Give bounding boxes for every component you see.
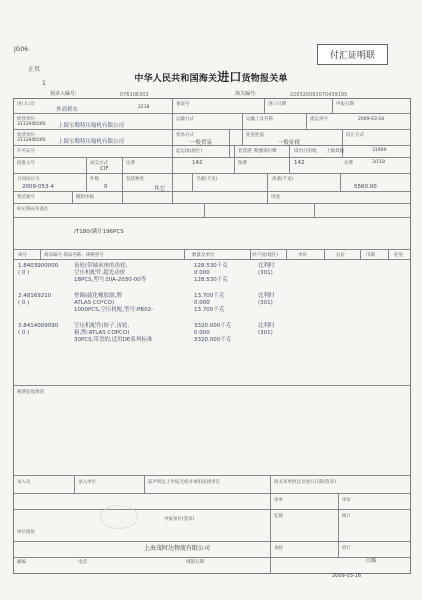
item-qty: 3320.000千克 — [194, 323, 232, 329]
item-qty3: 13.700千克 — [194, 306, 225, 313]
item-seq: ( 0 ) — [18, 299, 30, 306]
item-description — [74, 323, 152, 344]
item-qty: 13.700千克 — [194, 293, 225, 299]
destination-code: 31909 — [372, 148, 387, 153]
company-name: 上海茂时达物流有限公司 — [144, 545, 211, 552]
contract-label: 合同协议号 — [17, 177, 40, 182]
item-qty2: 0.000 — [194, 329, 210, 336]
declare-date-label: 申报日期 — [336, 102, 354, 107]
insurance-value: 142 — [294, 160, 305, 166]
item-name-line: 18PCS,型号:DIA-2030-00等 — [74, 276, 147, 283]
item-row — [18, 263, 58, 277]
item-origin-name: 比利时 — [258, 323, 275, 329]
item-name-line: 齿轮(带轴承座的齿轮, — [74, 263, 128, 269]
audit-label: 审单 — [274, 498, 283, 503]
item-qty2: 0.000 — [194, 299, 210, 306]
item-seq: ( 0 ) — [18, 269, 30, 276]
items-header-qty-unit: 数量及单位 — [192, 253, 215, 258]
item-origin-code: (301) — [258, 299, 273, 306]
trade-mode-label: 贸易方式 — [176, 133, 194, 138]
container-label: 集装箱号 — [17, 195, 35, 200]
record-no-label: 备案号 — [176, 102, 190, 107]
import-port-code: 2218 — [138, 105, 150, 110]
port-of-shipment-value: 斯德哥尔摩 — [254, 149, 277, 154]
import-port-value: 外高桥东 — [56, 107, 79, 113]
bill-no-label: 提运单号 — [310, 117, 328, 122]
declaration-form — [13, 98, 411, 574]
items-header-total-price: 总价 — [336, 253, 345, 258]
faint-seal-mark — [100, 505, 138, 529]
marks-value: /T180/满计196PCS — [74, 229, 124, 235]
misc-value: 3/118 — [372, 160, 385, 165]
documents-label: 随附单据 — [76, 195, 94, 200]
item-row — [18, 293, 51, 307]
item-row — [18, 323, 58, 337]
item-qty3: 3320.000千克 — [194, 336, 232, 343]
net-weight-label: 净重(千克) — [272, 177, 294, 182]
item-origin-code: (301) — [258, 269, 273, 276]
tax-section-label: 税费征收情况 — [17, 390, 44, 395]
freight-label: 运费 — [126, 161, 135, 166]
freight-value: 142 — [192, 160, 203, 166]
item-name-line: ATLAS CO*CO) — [74, 299, 115, 306]
title-suffix: 货物报关单 — [241, 74, 288, 84]
customs-number-label: 海关编号: — [235, 91, 257, 97]
package-value: 其它 — [154, 186, 166, 192]
title-import: 进口 — [217, 70, 242, 84]
declare-date-value: 2009-03-16 — [358, 117, 385, 122]
review-label: 审价 — [342, 498, 351, 503]
item-description — [74, 263, 146, 284]
item-name-line: 垫圈(硫化橡胶制,牌 — [74, 293, 122, 299]
items-header-no: 项号 — [18, 253, 27, 258]
item-origin-code: (301) — [258, 329, 273, 336]
contract-value: 2009-053-4 — [22, 184, 54, 190]
postcode-label: 邮编 — [17, 560, 26, 565]
item-code: 1.8403900000 — [18, 263, 59, 269]
form-code: JG06 — [14, 46, 29, 53]
form-title — [0, 68, 422, 85]
entry-clerk-label: 录入员 — [17, 480, 31, 485]
consignee-label: 收货单位 — [17, 133, 35, 138]
item-origin — [258, 263, 275, 277]
item-name-line: 1000PCS,空压机配,型号:PB02- — [74, 306, 154, 313]
port-of-shipment-label: 装货港 — [238, 149, 252, 154]
item-code: 3.8414009090 — [18, 323, 59, 329]
trade-mode-value: 一般贸易 — [190, 140, 213, 146]
gross-weight-label: 毛重(千克) — [196, 177, 218, 182]
pre-entry-label: 预录入编号: — [50, 91, 77, 97]
item-quantity — [194, 263, 228, 284]
unit-address-label: 单位地址 — [17, 530, 35, 535]
item-name-line: 30PCS,带盘的,适用DE系列标准 — [74, 336, 153, 343]
operator-value: 上海宝勒特压缩机有限公司 — [58, 123, 125, 129]
transport-mode-label: 运输方式 — [176, 117, 194, 122]
insurance-label: 保费 — [238, 161, 247, 166]
items-header-origin-country: 原产国(地区) — [252, 253, 279, 258]
copy-label: 正页 — [28, 66, 41, 73]
deal-mode-value: CIF — [100, 166, 109, 172]
statistics-label: 统计 — [342, 514, 351, 519]
items-header-unit-price: 单价 — [298, 253, 307, 258]
phone-label: 电话 — [78, 560, 87, 565]
filing-date-value: 2009-03-16 — [332, 573, 362, 579]
item-description — [74, 293, 153, 314]
item-qty: 128.530千克 — [194, 263, 228, 269]
use-label: 用途 — [271, 195, 280, 200]
license-label: 许可证号 — [17, 149, 35, 154]
import-port-label: 进口口岸 — [17, 102, 35, 107]
pieces-label: 件数 — [90, 177, 99, 182]
consignee-code: 3112940560 — [17, 138, 46, 143]
destination-label: 境内目的地 — [294, 149, 317, 154]
nature-label: 征免性质 — [246, 133, 264, 138]
customs-approval-label: 海关审单批注及放行日期(签章) — [274, 480, 337, 485]
approval-no-label: 批准文号 — [17, 161, 35, 166]
copy-number: 1 — [42, 80, 46, 87]
item-quantity — [194, 323, 231, 344]
package-label: 包装种类 — [126, 177, 144, 182]
misc-label: 杂费 — [344, 161, 353, 166]
item-name-line: 空压机配件(转子,齿轮, — [74, 323, 130, 329]
item-name-line: 箱,牌:ATLAS COPCO) — [74, 329, 130, 336]
item-origin — [258, 323, 275, 337]
release-label: 放行 — [342, 546, 351, 551]
item-origin-name: 比利时 — [258, 293, 275, 299]
import-date-label: 进口日期 — [268, 102, 286, 107]
tax-collect-label: 征税 — [274, 514, 283, 519]
inspection-label: 查验 — [274, 546, 283, 551]
entry-unit-label: 录入单位 — [78, 480, 96, 485]
item-code: 2.48169210 — [18, 293, 52, 299]
customs-number: 220320091070439195 — [290, 92, 348, 98]
transport-tool-label: 运输工具名称 — [246, 117, 273, 122]
item-name-line: 空压机配件,超光动价 — [74, 269, 126, 276]
items-header-code-name: 商品编号 商品名称、规格型号 — [44, 253, 104, 258]
net-weight-value: 5560.00 — [354, 184, 377, 190]
consignee-value: 上海宝勒特压缩机有限公司 — [58, 139, 125, 145]
item-seq: ( 0 ) — [18, 329, 30, 336]
settlement-label: 结汇方式 — [346, 133, 364, 138]
item-qty3: 128.530千克 — [194, 276, 228, 283]
items-header-exemption: 征免 — [394, 253, 403, 258]
title-prefix: 中华人民共和国海关 — [134, 74, 218, 84]
payment-certificate-stamp: 付汇证明联 — [317, 44, 388, 65]
operator-label: 经营单位 — [17, 117, 35, 122]
filing-date-label: 填制日期 — [186, 560, 204, 565]
pieces-value: 0 — [104, 184, 108, 190]
declaration-statement: 兹声明以上申报无讹并承担法律责任 — [148, 480, 220, 485]
operator-code: 3112940560 — [17, 122, 46, 127]
origin-country-label: 起运国(地区) — [176, 149, 203, 154]
declarant-unit-label: 申报单位(签章) — [164, 517, 195, 522]
items-header-currency: 币制 — [366, 253, 375, 258]
item-qty2: 0.000 — [194, 269, 210, 276]
item-origin — [258, 293, 275, 307]
item-origin-name: 比利时 — [258, 263, 275, 269]
deal-mode-label: 成交方式 — [90, 161, 108, 166]
pre-entry-number: 076106302 — [120, 92, 149, 98]
destination-value: 上海其他 — [326, 149, 344, 154]
marks-label: 标记唛码及备注 — [17, 207, 49, 212]
nature-value: 一般征税 — [278, 140, 301, 146]
item-quantity — [194, 293, 224, 314]
signer-name: 江腾 — [366, 558, 377, 564]
